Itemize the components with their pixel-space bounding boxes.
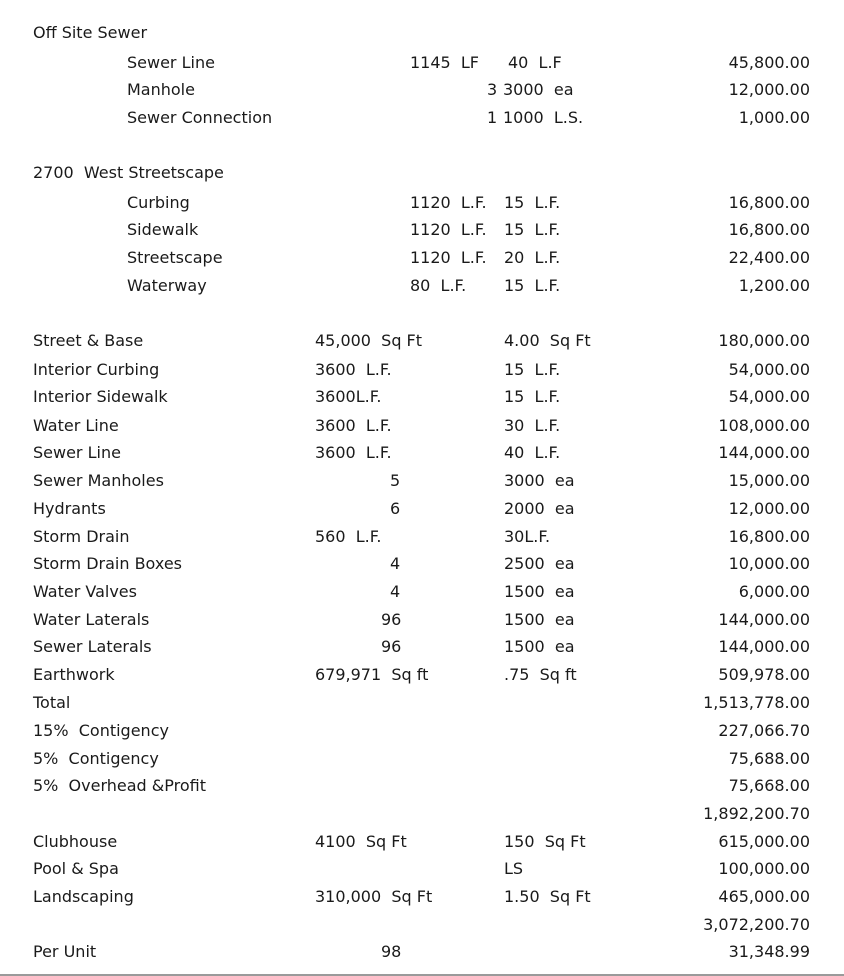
item-label: Sidewalk — [127, 220, 199, 239]
table-row — [0, 191, 844, 215]
item-amount: 1,000.00 — [738, 108, 810, 127]
section-header-offsite-sewer — [0, 21, 844, 45]
item-quantity: 3600 L.F. — [315, 443, 392, 462]
item-quantity: 4 — [390, 582, 401, 601]
item-label: Clubhouse — [33, 832, 118, 851]
item-label: Sewer Line — [33, 443, 121, 462]
table-row — [0, 525, 844, 549]
grand-total-row — [0, 913, 844, 937]
item-unit-cost: 1000 L.S. — [503, 108, 584, 127]
item-quantity: 679,971 Sq ft — [315, 665, 429, 684]
item-unit-cost: 15 L.F. — [504, 387, 561, 406]
item-label: Storm Drain Boxes — [33, 554, 182, 573]
item-quantity: 560 L.F. — [315, 527, 382, 546]
item-label: Waterway — [127, 276, 207, 295]
table-row — [0, 469, 844, 493]
item-amount: 54,000.00 — [728, 360, 810, 379]
table-row — [0, 414, 844, 438]
item-unit-cost: 150 Sq Ft — [504, 832, 586, 851]
table-row — [0, 78, 844, 102]
item-quantity: 3 — [487, 80, 498, 99]
table-row — [0, 51, 844, 75]
item-amount: 75,688.00 — [728, 749, 810, 768]
table-row — [0, 857, 844, 881]
item-quantity: 4100 Sq Ft — [315, 832, 407, 851]
item-unit-cost: 20 L.F. — [504, 248, 561, 267]
item-amount: 10,000.00 — [728, 554, 810, 573]
item-amount: 180,000.00 — [718, 331, 810, 350]
item-unit-cost: 3000 ea — [504, 471, 575, 490]
item-label: Interior Curbing — [33, 360, 160, 379]
contingency-row — [0, 719, 844, 743]
item-quantity: 3600 L.F. — [315, 416, 392, 435]
item-label: Water Valves — [33, 582, 137, 601]
unit-count: 98 — [381, 942, 402, 961]
item-quantity: 1145 LF — [410, 53, 480, 72]
item-label: Pool & Spa — [33, 859, 119, 878]
table-row — [0, 441, 844, 465]
item-label: Sewer Line — [127, 53, 215, 72]
item-amount: 22,400.00 — [728, 248, 810, 267]
item-unit-cost: 40 L.F. — [504, 443, 561, 462]
item-unit-cost: LS — [504, 859, 524, 878]
table-row — [0, 552, 844, 576]
item-unit-cost: 40 L.F — [508, 53, 562, 72]
item-unit-cost: 1500 ea — [504, 582, 575, 601]
table-row — [0, 385, 844, 409]
item-label: Sewer Connection — [127, 108, 273, 127]
item-amount: 54,000.00 — [728, 387, 810, 406]
item-amount: 227,066.70 — [718, 721, 810, 740]
contingency-row — [0, 747, 844, 771]
item-quantity: 1120 L.F. — [410, 248, 487, 267]
section-header-west-streetscape — [0, 161, 844, 185]
item-quantity: 96 — [381, 637, 402, 656]
item-unit-cost — [503, 78, 574, 102]
item-quantity: 3600L.F. — [315, 387, 382, 406]
section-title: 2700 West Streetscape — [33, 163, 224, 182]
item-amount: 12,000.00 — [728, 499, 810, 518]
item-unit-cost: 15 L.F. — [504, 193, 561, 212]
item-label: Hydrants — [33, 499, 106, 518]
table-row — [0, 497, 844, 521]
item-label: Landscaping — [33, 887, 134, 906]
item-label: Streetscape — [127, 248, 223, 267]
item-unit-cost: 15 L.F. — [504, 276, 561, 295]
item-amount: 16,800.00 — [728, 527, 810, 546]
item-quantity: 1 — [487, 108, 498, 127]
item-quantity: 96 — [381, 610, 402, 629]
table-row — [0, 106, 844, 130]
item-quantity: 6 — [390, 499, 401, 518]
item-amount: 15,000.00 — [728, 471, 810, 490]
item-amount: 509,978.00 — [718, 665, 810, 684]
table-row — [0, 608, 844, 632]
item-label: 15% Contigency — [33, 721, 169, 740]
item-unit-cost: 2000 ea — [504, 499, 575, 518]
item-label: Total — [33, 693, 71, 712]
per-unit-label: Per Unit — [33, 942, 97, 961]
item-label: Sewer Laterals — [33, 637, 152, 656]
item-amount: 16,800.00 — [728, 193, 810, 212]
item-label: Manhole — [127, 80, 195, 99]
item-label: Earthwork — [33, 665, 115, 684]
unit-text: 3000 ea — [503, 80, 574, 99]
table-row — [0, 580, 844, 604]
section-title: Off Site Sewer — [33, 23, 148, 42]
per-unit-amount: 31,348.99 — [728, 942, 810, 961]
item-unit-cost: .75 Sq ft — [504, 665, 577, 684]
item-quantity: 45,000 Sq Ft — [315, 331, 423, 350]
overhead-row — [0, 774, 844, 798]
item-unit-cost: 15 L.F. — [504, 360, 561, 379]
grand-total-amount: 3,072,200.70 — [703, 915, 810, 934]
item-label: Interior Sidewalk — [33, 387, 168, 406]
item-unit-cost: 1500 ea — [504, 610, 575, 629]
item-label: 5% Overhead &Profit — [33, 776, 206, 795]
per-unit-row — [0, 940, 844, 964]
item-label: Water Laterals — [33, 610, 150, 629]
item-quantity: 310,000 Sq Ft — [315, 887, 433, 906]
item-quantity: 3600 L.F. — [315, 360, 392, 379]
item-amount: 16,800.00 — [728, 220, 810, 239]
item-quantity: 5 — [390, 471, 401, 490]
item-quantity: 1120 L.F. — [410, 220, 487, 239]
table-row — [0, 329, 844, 353]
item-label: Curbing — [127, 193, 190, 212]
subtotal-row — [0, 802, 844, 826]
item-quantity: 4 — [390, 554, 401, 573]
subtotal-amount: 1,892,200.70 — [703, 804, 810, 823]
table-row — [0, 246, 844, 270]
item-amount: 144,000.00 — [718, 637, 810, 656]
table-row — [0, 358, 844, 382]
table-row — [0, 663, 844, 687]
item-amount: 144,000.00 — [718, 443, 810, 462]
item-amount: 465,000.00 — [718, 887, 810, 906]
table-row — [0, 635, 844, 659]
total-row — [0, 691, 844, 715]
item-unit-cost: 30L.F. — [504, 527, 551, 546]
item-amount: 108,000.00 — [718, 416, 810, 435]
item-unit-cost: 1500 ea — [504, 637, 575, 656]
item-amount: 100,000.00 — [718, 859, 810, 878]
item-label: Street & Base — [33, 331, 144, 350]
table-row — [0, 218, 844, 242]
item-unit-cost: 4.00 Sq Ft — [504, 331, 591, 350]
item-amount: 144,000.00 — [718, 610, 810, 629]
item-amount: 12,000.00 — [728, 80, 810, 99]
item-label: Sewer Manholes — [33, 471, 164, 490]
table-row — [0, 885, 844, 909]
item-label: Storm Drain — [33, 527, 130, 546]
item-amount: 615,000.00 — [718, 832, 810, 851]
item-label: 5% Contigency — [33, 749, 159, 768]
item-amount: 1,513,778.00 — [703, 693, 810, 712]
item-label: Water Line — [33, 416, 119, 435]
item-quantity: 80 L.F. — [410, 276, 467, 295]
item-unit-cost: 1.50 Sq Ft — [504, 887, 591, 906]
item-amount: 1,200.00 — [738, 276, 810, 295]
table-row — [0, 830, 844, 854]
item-quantity: 1120 L.F. — [410, 193, 487, 212]
item-unit-cost: 30 L.F. — [504, 416, 561, 435]
item-amount: 75,668.00 — [728, 776, 810, 795]
item-unit-cost: 15 L.F. — [504, 220, 561, 239]
table-row — [0, 274, 844, 298]
item-amount: 45,800.00 — [728, 53, 810, 72]
item-unit-cost: 2500 ea — [504, 554, 575, 573]
item-amount: 6,000.00 — [738, 582, 810, 601]
